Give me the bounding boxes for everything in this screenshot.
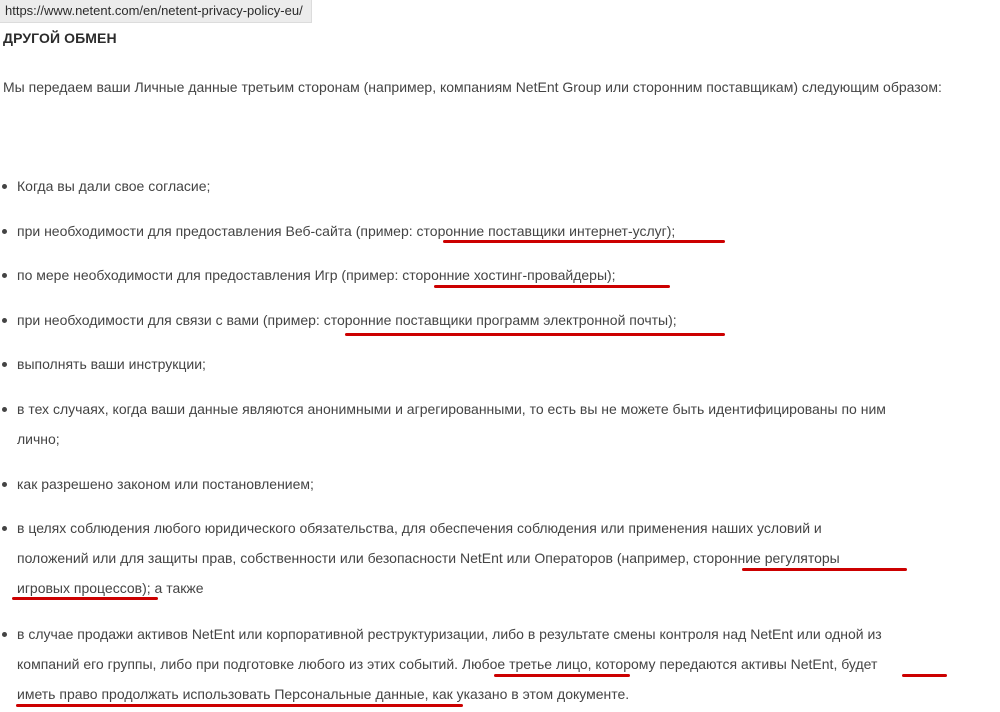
red-underline-mark (494, 674, 630, 677)
intro-paragraph: Мы передаем ваши Личные данные третьим сторонам (например, компаниям NetEnt Group или сторонним поставщикам) следующим образом: (3, 79, 942, 95)
bullet (2, 318, 7, 323)
bullet (2, 482, 7, 487)
bullet (2, 273, 7, 278)
red-underline-mark (16, 704, 463, 707)
bullet (2, 632, 7, 637)
bullet (2, 526, 7, 531)
section-heading: ДРУГОЙ ОБМЕН (3, 30, 117, 46)
red-underline-mark (443, 240, 725, 243)
url-bar[interactable]: https://www.netent.com/en/netent-privacy-policy-eu/ (0, 0, 312, 23)
bullet (2, 184, 7, 189)
bullet (2, 407, 7, 412)
bullet (2, 362, 7, 367)
red-underline-mark (12, 597, 158, 600)
red-underline-mark (902, 674, 947, 677)
red-underline-mark (345, 333, 725, 336)
red-underline-mark (434, 285, 670, 288)
bullet (2, 229, 7, 234)
red-underline-mark (742, 568, 907, 571)
